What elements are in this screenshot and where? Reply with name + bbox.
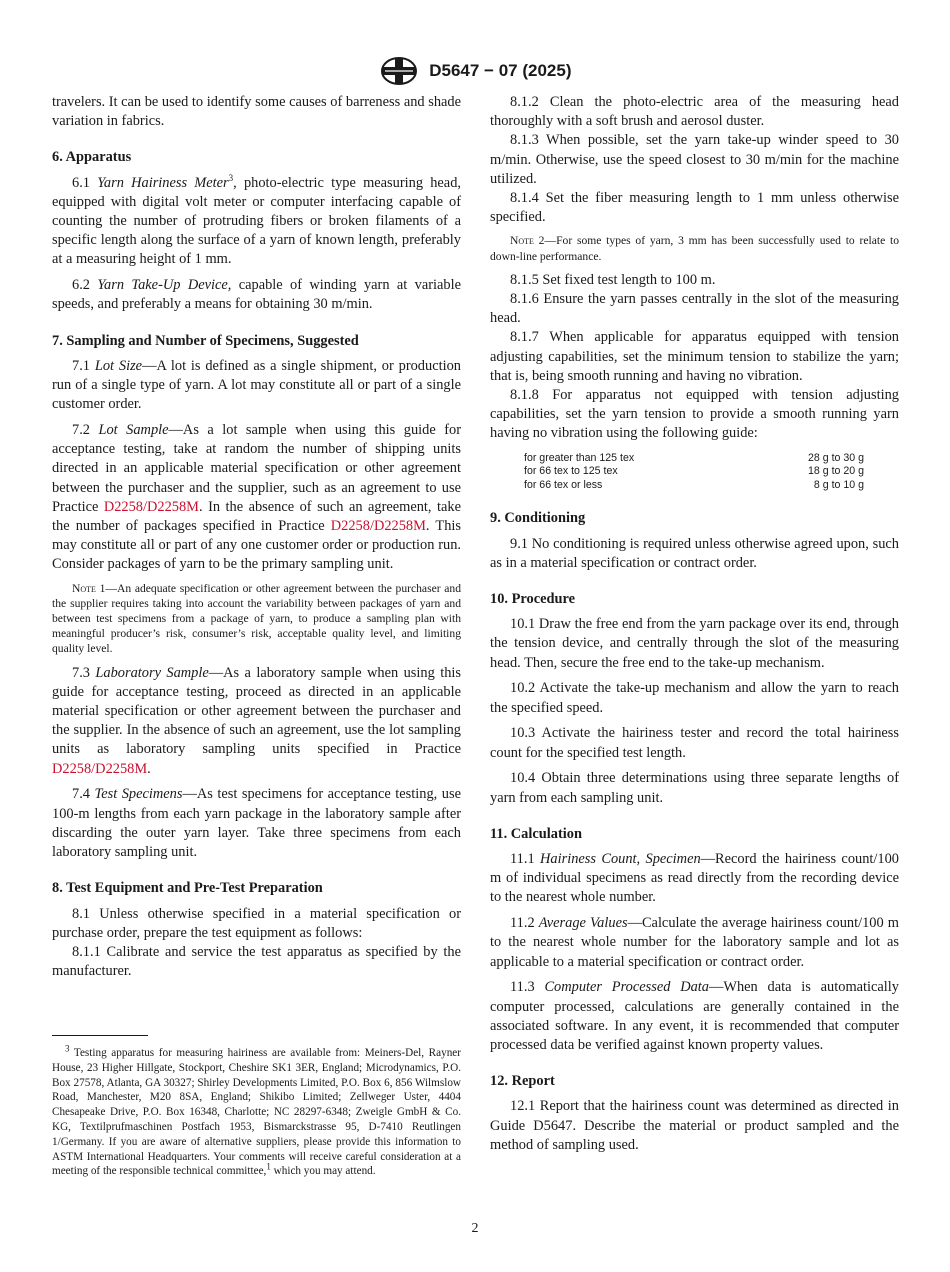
page-number: 2 — [471, 1221, 479, 1236]
paragraph-9-1: 9.1 No conditioning is required unless otherwise agreed upon, such as in a material specification or contract order. — [490, 535, 899, 571]
tension-guide-table — [524, 452, 864, 493]
section-9-heading: 9. Conditioning — [490, 510, 586, 527]
paragraph-11-3: 11.3 Computer Processed Data—When data is automatically computer processed, calculations are generally contained in the associated software. In any event, it is recommended that computer processed data be verified against known property values. — [490, 979, 899, 1054]
section-11-heading: 11. Calculation — [490, 825, 582, 842]
paragraph-12-1: 12.1 Report that the hairiness count was determined as directed in Guide D5647. Describe the material or product sampled and the method of sampling used. — [490, 1098, 899, 1153]
paragraph-8-1-3: 8.1.3 When possible, set the yarn take-up winder speed to 30 m/min. Otherwise, use the speed closest to 30 m/min for the machine utilized. — [490, 132, 899, 187]
paragraph-10-3: 10.3 Activate the hairiness tester and record the total hairiness count for the specified test length. — [490, 725, 899, 761]
paragraph-7-1: 7.1 Lot Size—A lot is defined as a single shipment, or production run of a single type of yarn. A lot may constitute all or part of a single customer order. — [52, 357, 461, 413]
paragraph-11-1: 11.1 Hairiness Count, Specimen—Record the hairiness count/100 m of individual specimens as read directly from the recording device to the nearest whole number. — [490, 851, 899, 906]
paragraph-10-2: 10.2 Activate the take-up mechanism and allow the yarn to reach the specified speed. — [490, 680, 899, 716]
paragraph-8-1-4: 8.1.4 Set the fiber measuring length to 1 mm unless otherwise specified. — [490, 190, 899, 226]
footnote-3: $^3$ Testing apparatus for measuring hairiness are available from: Meiners-Del, Rayner House, 23 Higher Hillgate, Stockport, Cheshire SK1 3ER, England; Microdynamics, P.O. Box 27578, Atlanta, GA 30327; Shirley Developments Limited, P.O. Box 6, 856 Wilmslow Road, Manchester, M20 8SA, England; Shikibo Limited; Zellweger Uster, 4404 Chesapeake Drive, P.O. Box 16348, Charlotte; NC 28297-6348; Zweigle GmbH & Co. KG, Textilprufmaschinen Postfach 1953, Bismarckstrasse 95, D-7410 Reutlingen 1/Germany. If you are aware of alternative suppliers, please provide this information to ASTM International Headquarters. Your comments will receive careful consideration at a meeting of the responsible technical committee,$^1$ which you may attend. — [52, 1043, 461, 1178]
intro-paragraph: travelers. It can be used to identify some causes of barreness and shade variation in fabrics. — [52, 94, 461, 130]
paragraph-8-1-8: 8.1.8 For apparatus not equipped with tension adjusting capabilities, set the yarn tension to provide a smooth running yarn having no vibration using the following guide: — [490, 387, 899, 442]
table-row: for 66 tex to 125 tex 18 g to 20 g — [524, 465, 864, 478]
document-designation: D5647 − 07 (2025) — [429, 61, 572, 80]
paragraph-6-2: 6.2 Yarn Take-Up Device, capable of winding yarn at variable speeds, and preferably a means for obtaining 30 m/min. — [52, 277, 461, 313]
section-8-heading: 8. Test Equipment and Pre-Test Preparation — [52, 880, 323, 897]
practice-d2258-link[interactable]: D2258/D2258M — [52, 760, 148, 777]
paragraph-7-2: 7.2 Lot Sample—As a lot sample when using this guide for acceptance testing, take at random the number of shipping units directed in an applicable material specification or other agreement between the purchaser and the supplier, such as an agreement to use Practice D2258/D2258M. In the absence of such an agreement, take the number of packages specified in Practice D2258/D2258M. This may constitute all or part of any one customer order or production run. Consider packages of yarn to be the primary sampling unit. — [52, 422, 461, 573]
paragraph-8-1-2: 8.1.2 Clean the photo-electric area of the measuring head thoroughly with a soft brush and aerosol duster. — [490, 94, 899, 130]
astm-logo-icon — [379, 56, 419, 86]
page-header — [0, 56, 950, 86]
paragraph-8-1-6: 8.1.6 Ensure the yarn passes centrally in the slot of the measuring head. — [490, 291, 899, 327]
practice-d2258-link[interactable]: D2258/D2258M — [103, 498, 199, 515]
paragraph-7-4: 7.4 Test Specimens—As test specimens for acceptance testing, use 100-m lengths from each yarn package in the laboratory sample after discarding the outer yarn layer. Take three specimens from each laboratory sampling unit. — [52, 786, 461, 861]
note-1: Note 1—An adequate specification or other agreement between the purchaser and the supplier requires taking into account the variability between packages of yarn and between test specimens from a package of yarn, to produce a sampling plan with meaningful producer’s risk, consumer’s risk, acceptable quality level, and limiting quality level. — [52, 581, 462, 656]
paragraph-8-1-5: 8.1.5 Set fixed test length to 100 m. — [510, 271, 716, 288]
practice-d2258-link[interactable]: D2258/D2258M — [330, 518, 426, 535]
footnote-divider — [52, 1035, 148, 1036]
paragraph-10-4: 10.4 Obtain three determinations using three separate lengths of yarn from each sampling unit. — [490, 770, 899, 806]
paragraph-8-1: 8.1 Unless otherwise specified in a material specification or purchase order, prepare the test equipment as follows: — [52, 905, 461, 941]
paragraph-8-1-7: 8.1.7 When applicable for apparatus equipped with tension adjusting capabilities, set the minimum tension to stabilize the yarn; that is, being smooth running and having no vibration. — [490, 329, 899, 384]
paragraph-7-3: 7.3 Laboratory Sample—As a laboratory sample when using this guide for acceptance testing, proceed as directed in an applicable material specification or other agreement between the purchaser and the supplier. In the absence of such an agreement, use the lot sampling units as laboratory sampling units specified in Practice D2258/D2258M. — [52, 664, 461, 777]
table-row: for 66 tex or less 8 g to 10 g — [524, 478, 864, 491]
paragraph-10-1: 10.1 Draw the free end from the yarn package over its end, through the tension device, and centrally through the slot of the measuring head. Then, secure the free end to the take-up mechanism. — [490, 616, 899, 671]
section-6-heading: 6. Apparatus — [52, 149, 132, 166]
paragraph-6-1: 6.1 Yarn Hairiness Meter$^3$, photo-electric type measuring head, equipped with digital volt meter or computer interfacing capable of counting the number of protruding fibers or broken filaments of a specific length along the surface of a yarn of known length, preferably at a measuring height of 1 mm. — [52, 172, 461, 268]
section-12-heading: 12. Report — [490, 1073, 555, 1090]
table-row: for greater than 125 tex 28 g to 30 g — [524, 451, 864, 464]
note-2: Note 2—For some types of yarn, 3 mm has been successfully used to relate to down-line performance. — [490, 234, 899, 263]
section-7-heading: 7. Sampling and Number of Specimens, Suggested — [52, 332, 359, 349]
right-column — [490, 93, 899, 1155]
section-10-heading: 10. Procedure — [490, 591, 575, 608]
paragraph-8-1-1: 8.1.1 Calibrate and service the test apparatus as specified by the manufacturer. — [52, 943, 461, 980]
left-column — [52, 93, 461, 981]
paragraph-11-2: 11.2 Average Values—Calculate the average hairiness count/100 m to the nearest whole number for the laboratory sample and lot as applicable to a material specification or contract order. — [490, 915, 899, 970]
